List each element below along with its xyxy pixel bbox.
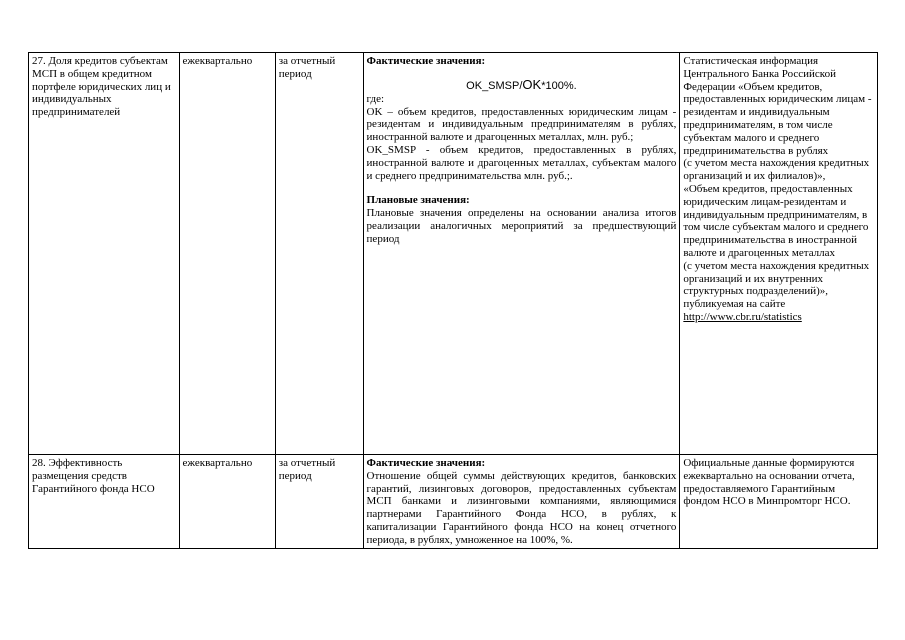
where-label: где:	[366, 92, 385, 105]
formula-tail: *100%.	[541, 79, 577, 92]
frequency-cell	[179, 455, 275, 549]
formula-numerator: OK_SMSP/	[466, 79, 523, 92]
indicator-name-cell	[29, 53, 180, 455]
source-text-4: (с учетом места нахождения кредитных организаций и их внутренних структурных подразделений)», публикуемая на сайте	[683, 259, 870, 311]
period: за отчетный период	[278, 457, 336, 482]
frequency: ежеквартально	[182, 55, 253, 67]
period: за отчетный период	[278, 55, 336, 80]
table-row	[29, 455, 878, 549]
source-text: Официальные данные формируются ежеквартально на основании отчета, предоставляемого Гарантийным фондом НСО в Минпромторг НСО.	[683, 457, 855, 508]
planned-values-text: Плановые значения определены на основании анализа итогов реализации аналогичных мероприятий за предшествующий период	[366, 207, 677, 245]
actual-values-heading: Фактические значения:	[366, 457, 486, 469]
indicators-table	[28, 52, 878, 549]
ok-definition: OK – объем кредитов, предоставленных юридическим лицам - резидентам и индивидуальным предпринимателям в рублях, иностранной валюте и драгоценных металлах, млн. руб.;	[366, 105, 677, 144]
frequency: ежеквартально	[182, 457, 253, 469]
indicator-name-cell	[29, 455, 180, 549]
formula	[367, 78, 677, 93]
source-text-1: Статистическая информация Центрального Банка Российской Федерации «Объем кредитов, предоставленных юридическим лицам - резидентам и индивидуальным предпринимателям, в том числе субъектам малого и среднего предпринимательства в рублях	[683, 55, 872, 157]
frequency-cell	[179, 53, 275, 455]
period-cell	[275, 455, 363, 549]
method-cell	[363, 53, 680, 455]
indicator-name: 27. Доля кредитов субъектам МСП в общем кредитном портфеле юридических лиц и индивидуальных предпринимателей	[32, 55, 171, 119]
source-text-2: (с учетом места нахождения кредитных организаций и их филиалов)»,	[683, 157, 870, 183]
source-text-3: «Объем кредитов, предоставленных юридическим лицам-резидентам и индивидуальным предпринимателям, в том числе субъектам малого и среднего предпринимательства в иностранной валюте и драгоценных металлах	[683, 182, 869, 259]
planned-values-heading: Плановые значения:	[366, 194, 470, 207]
ok-smsp-definition: OK_SMSP - объем кредитов, предоставленных в рублях, иностранной валюте и драгоценных металлах, субъектам малого и среднего предпринимательства млн. руб.;.	[366, 143, 677, 182]
indicator-name: 28. Эффективность размещения средств Гарантийного фонда НСО	[32, 457, 155, 495]
period-cell	[275, 53, 363, 455]
method-text: Отношение общей суммы действующих кредитов, банковских гарантий, лизинговых договоров, предоставленных субъектам МСП банками и лизинговыми компаниями, являющимися партнерами Гарантийного Фонда НСО, в рублях, к капитализации Гарантийного фонда НСО на конец отчетного периода, в рублях, умноженное на 100%, %.	[366, 469, 677, 546]
method-cell	[363, 455, 680, 549]
source-cell	[680, 53, 878, 455]
actual-values-heading: Фактические значения:	[366, 55, 486, 67]
table-row	[29, 53, 878, 455]
cbr-statistics-link[interactable]: http://www.cbr.ru/statistics	[683, 310, 802, 323]
source-cell	[680, 455, 878, 549]
formula-denominator: OK	[522, 76, 542, 92]
